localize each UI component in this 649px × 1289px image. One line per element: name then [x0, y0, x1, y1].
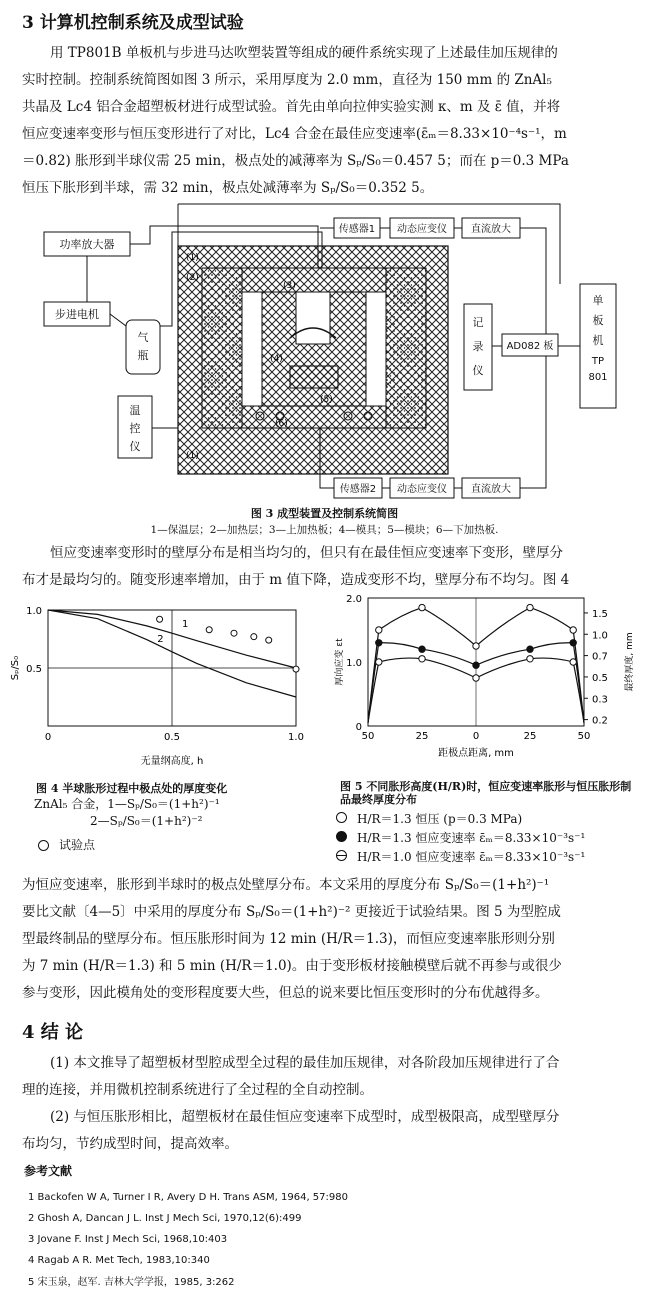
data-point: [376, 659, 382, 665]
paragraph-1-line: 恒压下胀形到半球，需 32 min，极点处减薄率为 Sₚ/S₀＝0.352 5。: [22, 180, 434, 196]
part-label: (5): [320, 395, 333, 405]
part-label: (4): [270, 354, 283, 364]
right-tick-label: 0.3: [592, 694, 608, 706]
paragraph-3-line: 为 7 min (H/R＝1.3) 和 5 min (H/R＝1.0)。由于变形板材接触模壁后就不再参与或很少: [22, 958, 562, 974]
paragraph-3-line: 要比文献〔4—5〕中采用的厚度分布 Sₚ/S₀＝(1+h²)⁻² 更接近于试验结果。图 5 为型腔成: [22, 904, 561, 920]
part-label: (6): [275, 419, 288, 429]
points-legend-label: 试验点: [59, 838, 96, 852]
x-axis-label: 距极点距离, mm: [438, 748, 514, 759]
figure-4-caption: 图 4 半球胀形过程中极点处的厚度变化: [36, 782, 228, 795]
legend-row: [336, 829, 585, 848]
legend-label: H/R＝1.0 恒应变速率 ε̄ₘ＝8.33×10⁻³s⁻¹: [357, 850, 586, 864]
data-point: [473, 675, 479, 681]
right-tick-label: 0.2: [592, 715, 608, 727]
recorder-label: 录: [472, 340, 484, 353]
y-tick-label: 2.0: [346, 594, 362, 605]
temperature-controller-label: 温: [129, 404, 141, 417]
data-point: [570, 640, 576, 646]
temperature-controller-label: 仪: [129, 440, 141, 453]
x-axis-label: 无量纲高度, h: [140, 756, 204, 767]
recorder-label: 记: [472, 316, 484, 329]
computer-label: 801: [588, 372, 608, 383]
data-point: [251, 634, 257, 640]
data-point: [419, 646, 425, 652]
y-axis-label: Sₚ/S₀: [10, 655, 21, 681]
section-4-heading: 4 结 论: [22, 1022, 84, 1043]
data-point: [527, 656, 533, 662]
dynamic-strain-1-label: 动态应变仪: [397, 224, 447, 235]
open-circle-marker: [38, 840, 49, 851]
x-tick-label: 25: [523, 731, 537, 742]
paragraph-2-line: 恒应变速率变形时的壁厚分布是相当均匀的，但只有在最佳恒应变速率下变形，壁厚分: [50, 545, 563, 561]
x-tick-label: 50: [361, 731, 375, 742]
figure-5-chart: [320, 590, 649, 780]
dc-amplifier-1-label: 直流放大: [471, 224, 511, 235]
dc-amplifier-2-label: 直流放大: [471, 484, 511, 495]
x-tick-label: 50: [577, 731, 591, 742]
paragraph-1-line: 共晶及 Lc4 铝合金超塑板材进行成型试验。首先由单向拉伸实验实测 κ、m 及 ε̄ 值，并将: [22, 99, 561, 115]
reference-item: 2 Ghosh A, Dancan J L. Inst J Mech Sci, 1970,12(6):499: [28, 1213, 302, 1224]
gas-bottle-label: 瓶: [137, 349, 149, 362]
data-point: [376, 640, 382, 646]
data-point: [157, 616, 163, 622]
figure-4-points-legend: [38, 836, 95, 853]
filled-circle-marker: [336, 831, 347, 842]
data-point: [206, 627, 212, 633]
figure-5-legend: [336, 810, 585, 867]
heating-layer-right: [386, 268, 426, 428]
section-3-heading: 3 计算机控制系统及成型试验: [22, 13, 244, 33]
data-point: [527, 604, 533, 610]
figure-4-formula-2: 2—Sₚ/S₀＝(1+h²)⁻²: [90, 814, 203, 828]
y-tick-label: 1.0: [26, 606, 42, 617]
paragraph-3: [22, 872, 628, 1007]
sensor-1-label: 传感器1: [338, 224, 376, 235]
figure-4-formula-1: ZnAl₅ 合金，1—Sₚ/S₀＝(1+h²)⁻¹: [34, 797, 220, 811]
paragraph-1: [22, 40, 628, 202]
computer-label: 机: [592, 334, 604, 347]
ad-board-label: AD082 板: [506, 341, 554, 352]
data-point: [231, 630, 237, 636]
computer-label: TP: [591, 356, 605, 367]
y-axis-label: 厚向应变 εt: [335, 638, 345, 686]
computer-label: 板: [592, 314, 604, 327]
conclusion-line: (1) 本文推导了超塑板材型腔成型全过程的最佳加压规律，对各阶段加压规律进行了合: [50, 1055, 560, 1071]
computer-label: 单: [592, 294, 604, 307]
references-heading: 参考文献: [24, 1164, 73, 1178]
y-tick-label: 0.5: [26, 664, 42, 675]
gas-bottle: [126, 320, 160, 374]
part-label: (3): [283, 281, 296, 291]
conclusion-item-1: [22, 1050, 628, 1104]
temperature-controller-label: 控: [129, 422, 141, 435]
paragraph-3-line: 为恒应变速率，胀形到半球时的极点处壁厚分布。本文采用的厚度分布 Sₚ/S₀＝(1+h²)⁻¹: [22, 877, 550, 893]
data-point: [570, 659, 576, 665]
data-point: [527, 646, 533, 652]
right-axis-label: 最终厚度, mm: [625, 632, 635, 692]
paragraph-3-line: 型最终制品的壁厚分布。恒压胀形时间为 12 min (H/R＝1.3)，而恒应变速率胀形则分别: [22, 931, 555, 947]
legend-row: [336, 810, 585, 829]
upper-heating-plate: [242, 268, 386, 292]
dynamic-strain-2-label: 动态应变仪: [397, 484, 447, 495]
legend-row: [336, 848, 585, 867]
paragraph-2-line: 布才是最均匀的。随变形速率增加，由于 m 值下降，造成变形不均，壁厚分布不均匀。图 4: [22, 572, 570, 588]
stepper-motor-label: 步进电机: [55, 308, 99, 321]
paragraph-2: [22, 540, 628, 594]
power-amplifier-label: 功率放大器: [59, 238, 115, 251]
figure-4-chart: [0, 598, 320, 778]
conclusion-line: 布均匀，节约成型时间，提高效率。: [22, 1136, 238, 1152]
conclusion-item-2: [22, 1104, 628, 1158]
right-tick-label: 1.5: [592, 608, 608, 620]
right-tick-label: 0.5: [592, 672, 608, 684]
right-tick-label: 0.7: [592, 651, 608, 663]
figure-5-caption: 图 5 不同胀形高度(H/R)时，恒应变速率胀形与恒压胀形制品最终厚度分布: [340, 780, 632, 806]
data-point: [293, 666, 299, 672]
data-point: [266, 637, 272, 643]
recorder-label: 仪: [472, 364, 484, 377]
data-point: [419, 656, 425, 662]
paragraph-1-line: 用 TP801B 单板机与步进马达吹塑装置等组成的硬件系统实现了上述最佳加压规律的: [50, 45, 558, 61]
conclusion-line: 理的连接，并用微机控制系统进行了全过程的全自动控制。: [22, 1082, 373, 1098]
figure-3-caption: 图 3 成型装置及控制系统简图: [250, 507, 399, 520]
part-label: (1): [186, 451, 199, 461]
part-label: (2): [186, 273, 199, 283]
paragraph-3-line: 参与变形，因此模角处的变形程度要大些，但总的说来要比恒压变形时的分布优越得多。: [22, 985, 549, 1001]
paragraph-1-line: ＝0.82) 胀形到半球仪需 25 min，极点处的减薄率为 Sₚ/S₀＝0.457 5；而在 p＝0.3 MPa: [22, 153, 569, 169]
paragraph-1-line: 实时控制。控制系统简图如图 3 所示，采用厚度为 2.0 mm，直径为 150 mm 的 ZnAl₅: [22, 72, 552, 88]
series-label: 1: [182, 619, 189, 631]
heating-layer-left: [202, 268, 242, 428]
conclusion-line: (2) 与恒压胀形相比，超塑板材在最佳恒应变速率下成型时，成型极限高，成型壁厚分: [50, 1109, 560, 1125]
data-point: [419, 604, 425, 610]
x-tick-label: 0: [472, 731, 480, 742]
series-label: 2: [157, 633, 164, 645]
figure-3-diagram: [0, 196, 649, 502]
x-tick-label: 0.5: [164, 732, 180, 743]
reference-item: 3 Jovane F. Inst J Mech Sci, 1968,10:403: [28, 1234, 228, 1245]
x-tick-label: 0: [44, 732, 52, 743]
data-point: [473, 643, 479, 649]
paragraph-1-line: 恒应变速率变形与恒压变形进行了对比，Lc4 合金在最佳应变速率(ε̄ₘ＝8.33×10⁻⁴s⁻¹，m: [22, 126, 567, 142]
gas-bottle-label: 气: [137, 331, 149, 344]
x-tick-label: 25: [415, 731, 429, 742]
data-point: [376, 627, 382, 633]
legend-label: H/R＝1.3 恒压 (p＝0.3 MPa): [357, 812, 523, 826]
open-circle-marker: [336, 812, 347, 823]
figure-3-legend: 1—保温层；2—加热层；3—上加热板；4—模具；5—模块；6—下加热板.: [150, 524, 499, 536]
part-label: (1): [186, 253, 199, 263]
legend-label: H/R＝1.3 恒应变速率 ε̄ₘ＝8.33×10⁻³s⁻¹: [357, 831, 586, 845]
reference-item: 1 Backofen W A, Turner I R, Avery D H. Trans ASM, 1964, 57:980: [28, 1192, 348, 1203]
y-tick-label: 1.0: [346, 658, 362, 669]
reference-item: 5 宋玉泉，赵军. 吉林大学学报，1985, 3:262: [28, 1277, 235, 1288]
data-point: [570, 627, 576, 633]
right-tick-label: 1.0: [592, 630, 608, 642]
data-point: [473, 662, 479, 668]
x-tick-label: 1.0: [288, 732, 304, 743]
reference-item: 4 Ragab A R. Met Tech, 1983,10:340: [28, 1255, 210, 1266]
y-tick-label: 0: [355, 722, 362, 733]
sensor-2-label: 传感器2: [339, 484, 377, 495]
die-block: [290, 366, 338, 388]
barred-circle-marker: [336, 850, 347, 861]
